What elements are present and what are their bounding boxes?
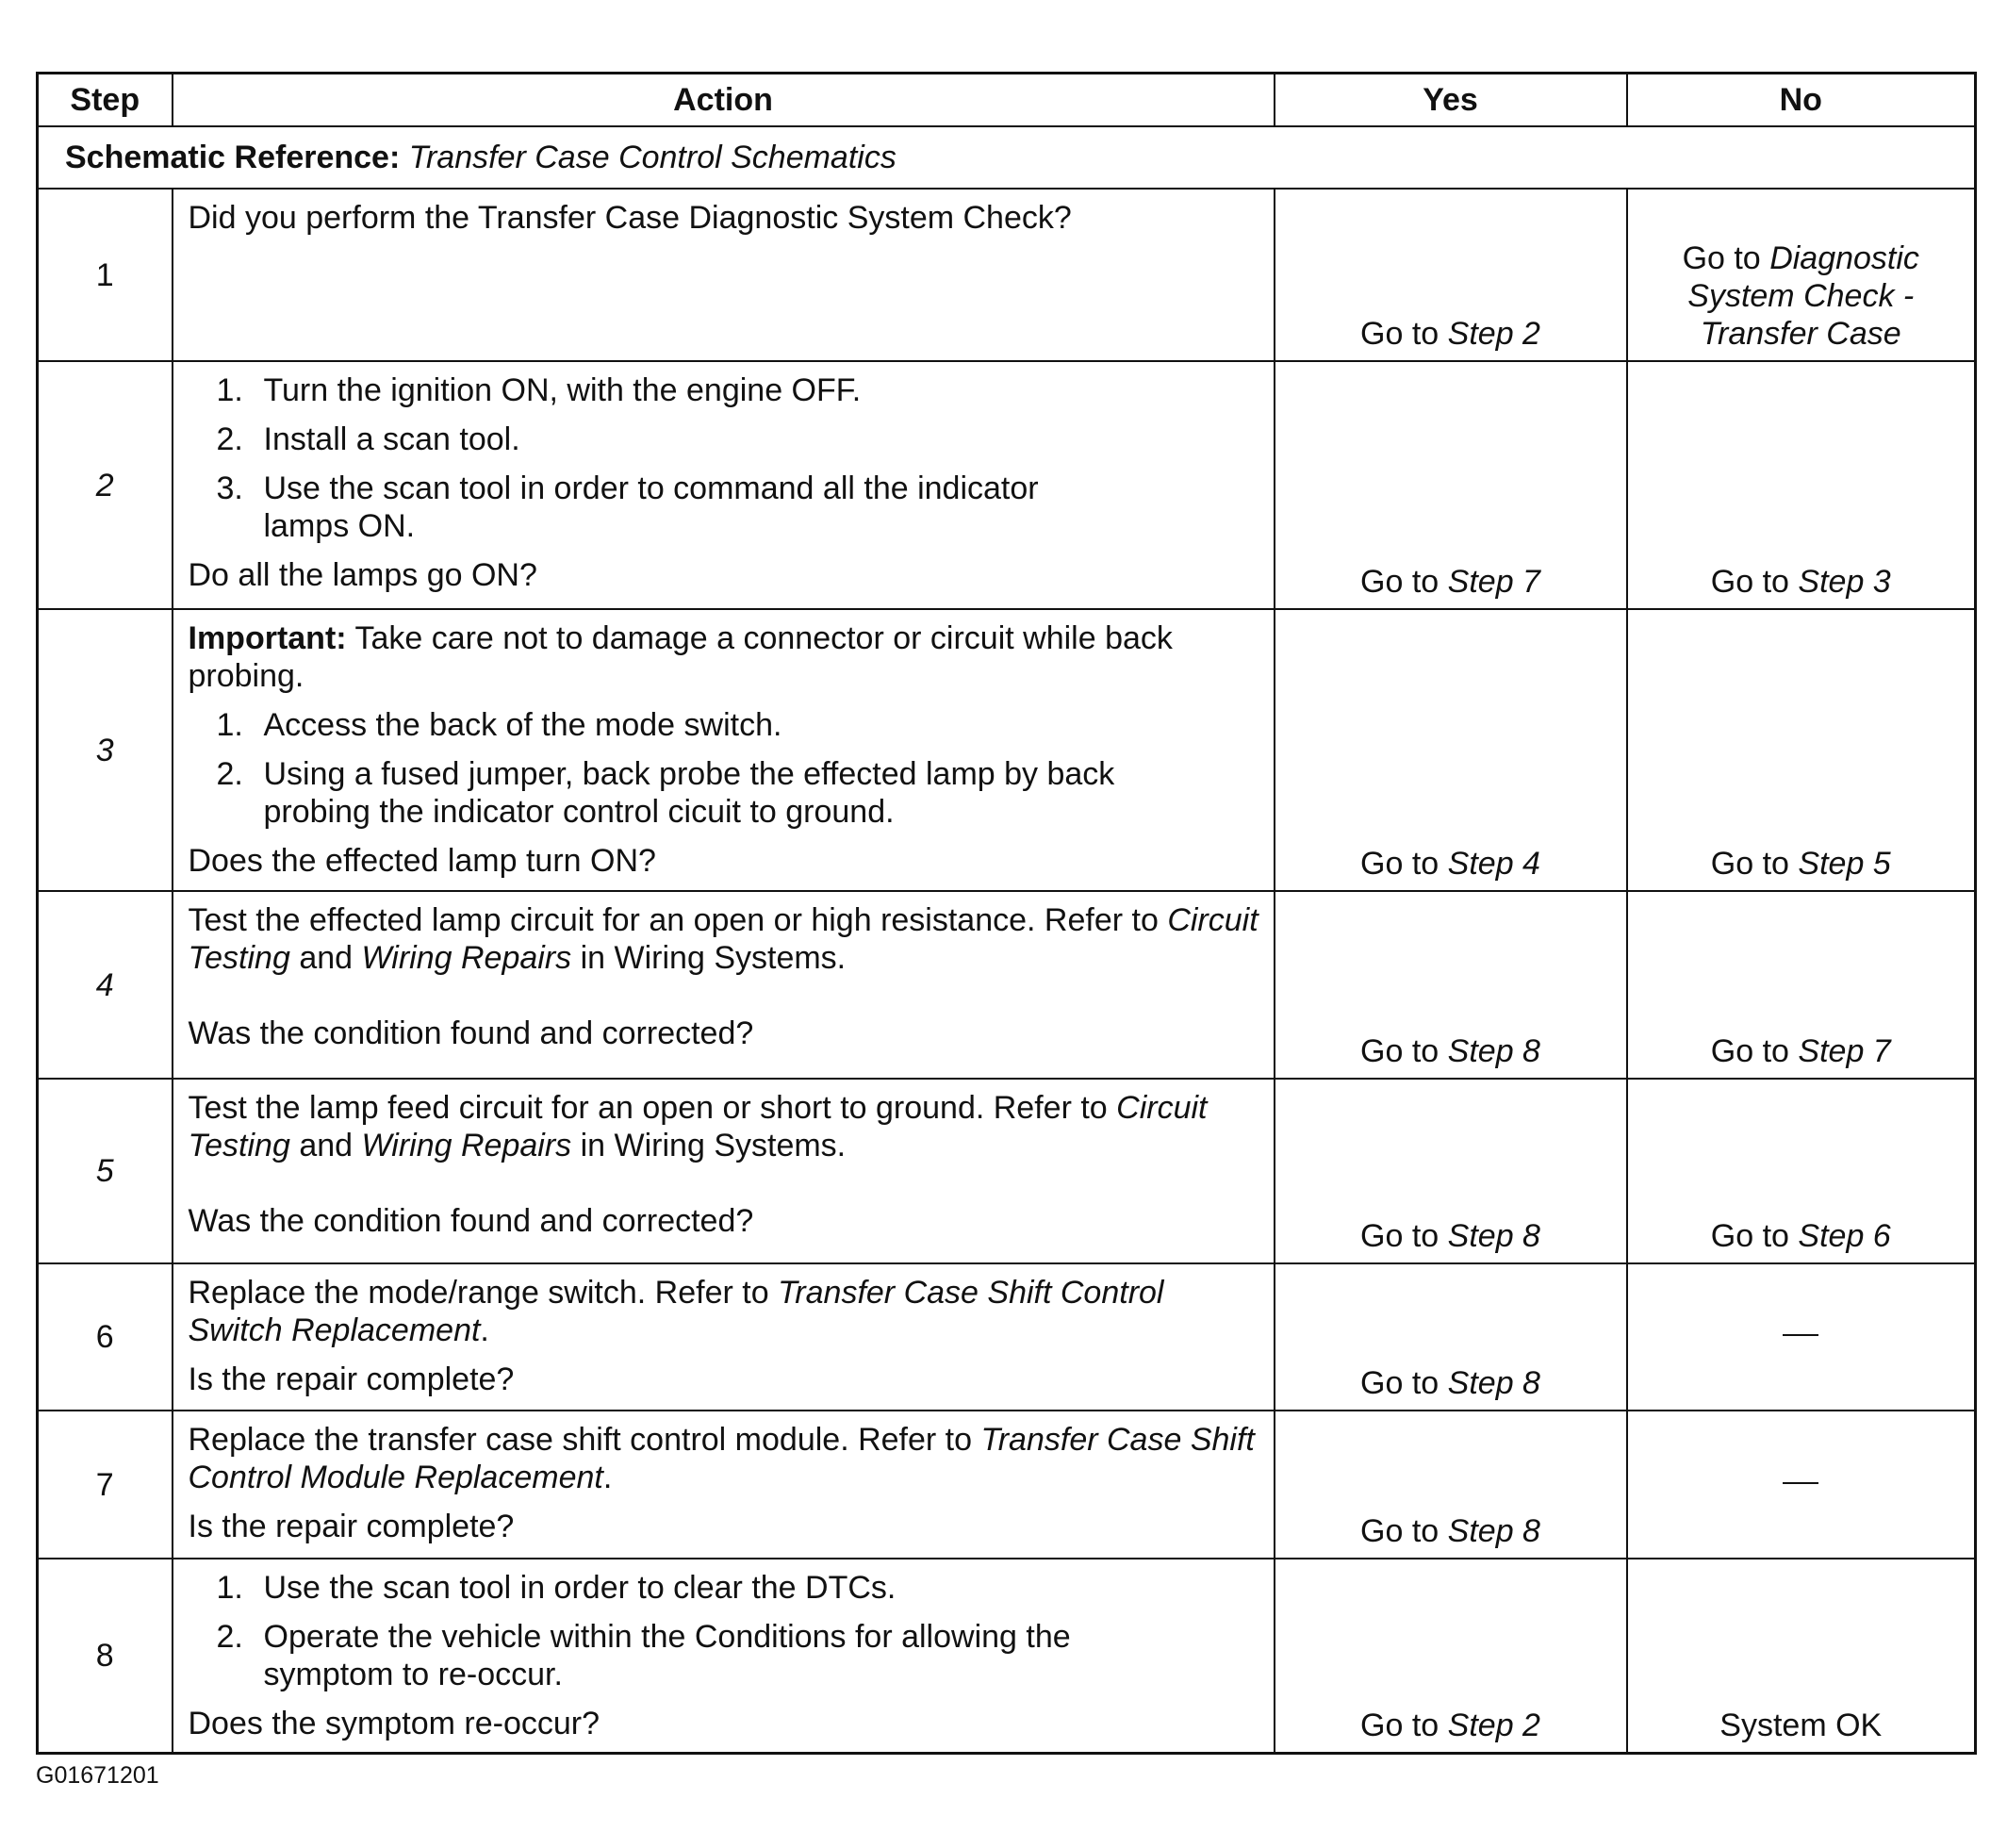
schematic-reference-label: Schematic Reference: [65, 140, 401, 175]
yes-prefix: Go to [1360, 846, 1439, 882]
yes-prefix: Go to [1360, 1708, 1439, 1743]
action-steps [189, 371, 1260, 545]
step-number: 8 [38, 1559, 173, 1754]
list-item-number: 1. [216, 1570, 243, 1606]
action-steps [189, 1569, 1260, 1693]
yes-target: Step 8 [1447, 1033, 1540, 1069]
yes-cell [1275, 609, 1627, 891]
list-item-number: 2. [216, 756, 243, 792]
step-number: 3 [38, 609, 173, 891]
no-text: System OK [1719, 1708, 1883, 1743]
step-number: 5 [38, 1079, 173, 1263]
action-text-part: . [602, 1460, 613, 1495]
action-steps [189, 706, 1260, 831]
yes-target: Step 8 [1447, 1365, 1540, 1401]
reference-link[interactable]: Circuit Testing [188, 902, 1258, 976]
no-target: Step 5 [1798, 846, 1891, 882]
action-text-part: Replace the transfer case shift control module. Refer to [188, 1422, 973, 1458]
list-item [189, 421, 1260, 458]
header-no: No [1627, 74, 1976, 127]
action-question: Was the condition found and corrected? [188, 1015, 754, 1051]
step-number: 6 [38, 1263, 173, 1411]
list-item-text: Use the scan tool in order to clear the DTCs. [263, 1570, 897, 1606]
action-cell [173, 189, 1275, 361]
action-question: Is the repair complete? [188, 1361, 515, 1397]
table-row [38, 1263, 1976, 1411]
list-item-text: Using a fused jumper, back probe the effected lamp by back probing the indicator control cicuit to ground. [263, 756, 1115, 830]
action-question: Is the repair complete? [188, 1509, 515, 1544]
schematic-reference [38, 126, 1976, 189]
important-text: Take care not to damage a connector or circuit while back probing. [188, 620, 1173, 694]
no-prefix: Go to [1710, 1218, 1789, 1254]
reference-link[interactable]: Circuit Testing [188, 1090, 1208, 1163]
yes-cell [1275, 361, 1627, 609]
action-cell [173, 1079, 1275, 1263]
step-number: 7 [38, 1411, 173, 1559]
list-item-number: 2. [216, 421, 243, 457]
yes-prefix: Go to [1360, 1365, 1439, 1401]
action-text-part: Test the lamp feed circuit for an open or short to ground. Refer to [188, 1090, 1108, 1126]
action-question: Was the condition found and corrected? [188, 1203, 754, 1239]
no-cell [1627, 891, 1976, 1079]
action-question: Does the symptom re-occur? [188, 1706, 600, 1741]
schematic-reference-row [38, 126, 1976, 189]
list-item-text: Turn the ignition ON, with the engine OFF. [263, 372, 862, 408]
list-item [189, 706, 1260, 744]
yes-prefix: Go to [1360, 1513, 1439, 1549]
no-target: Step 6 [1798, 1218, 1891, 1254]
list-item [189, 1618, 1260, 1693]
table-row [38, 891, 1976, 1079]
yes-target: Step 2 [1447, 316, 1540, 352]
table-row [38, 189, 1976, 361]
yes-prefix: Go to [1360, 1033, 1439, 1069]
table-row [38, 1411, 1976, 1559]
list-item-number: 2. [216, 1619, 243, 1655]
yes-cell [1275, 189, 1627, 361]
yes-prefix: Go to [1360, 1218, 1439, 1254]
table-row [38, 361, 1976, 609]
yes-cell [1275, 1263, 1627, 1411]
header-yes: Yes [1275, 74, 1627, 127]
yes-target: Step 8 [1447, 1513, 1540, 1549]
step-number: 2 [38, 361, 173, 609]
no-target-line1: Diagnostic [1769, 240, 1919, 276]
step-number: 4 [38, 891, 173, 1079]
action-cell [173, 1559, 1275, 1754]
no-cell [1627, 1263, 1976, 1411]
reference-link[interactable]: Transfer Case Shift Control Switch Replacement [188, 1275, 1164, 1348]
list-item-text: Access the back of the mode switch. [263, 707, 782, 743]
list-item-number: 1. [216, 707, 243, 743]
action-question: Does the effected lamp turn ON? [188, 843, 656, 879]
diagnostic-table [36, 72, 1977, 1755]
list-item-text: Install a scan tool. [263, 421, 520, 457]
action-text-part: in Wiring Systems. [580, 1128, 847, 1163]
action-text-part: Replace the mode/range switch. Refer to [188, 1275, 769, 1311]
action-text-part: . [480, 1312, 489, 1348]
action-text [189, 1274, 1260, 1349]
list-item [189, 371, 1260, 409]
table-row [38, 609, 1976, 891]
list-item [189, 755, 1260, 831]
no-target-line2: System Check - [1687, 278, 1915, 314]
step-number: 1 [38, 189, 173, 361]
header-row [38, 74, 1976, 127]
no-prefix: Go to [1682, 240, 1761, 276]
no-cell [1627, 361, 1976, 609]
no-target: Step 7 [1798, 1033, 1891, 1069]
no-target-line3: Transfer Case [1700, 316, 1901, 352]
action-cell [173, 1411, 1275, 1559]
no-prefix: Go to [1710, 1033, 1789, 1069]
no-prefix: Go to [1710, 846, 1789, 882]
action-cell [173, 891, 1275, 1079]
no-target: Step 3 [1798, 564, 1891, 600]
no-cell [1627, 1559, 1976, 1754]
action-question: Do all the lamps go ON? [188, 557, 537, 593]
table-row [38, 1559, 1976, 1754]
action-text-part: Test the effected lamp circuit for an open or high resistance. Refer to [188, 902, 1159, 938]
not-applicable-dash [1783, 1482, 1818, 1484]
header-action: Action [173, 74, 1275, 127]
important-label: Important: [188, 620, 347, 656]
action-cell [173, 1263, 1275, 1411]
yes-prefix: Go to [1360, 316, 1439, 352]
action-text [189, 901, 1260, 977]
action-text-part: and [299, 940, 354, 976]
yes-cell [1275, 1411, 1627, 1559]
yes-cell [1275, 1079, 1627, 1263]
yes-prefix: Go to [1360, 564, 1439, 600]
yes-cell [1275, 1559, 1627, 1754]
action-text [189, 1089, 1260, 1164]
action-text-part: and [299, 1128, 354, 1163]
list-item-number: 3. [216, 470, 243, 506]
action-text [189, 1421, 1260, 1496]
reference-link[interactable]: Transfer Case Shift Control Module Replacement [188, 1422, 1255, 1495]
list-item [189, 470, 1260, 545]
table-row [38, 1079, 1976, 1263]
list-item-text: Operate the vehicle within the Conditions for allowing the symptom to re-occur. [263, 1619, 1071, 1692]
header-step: Step [38, 74, 173, 127]
action-question: Did you perform the Transfer Case Diagnostic System Check? [188, 200, 1072, 236]
not-applicable-dash [1783, 1334, 1818, 1336]
no-cell [1627, 189, 1976, 361]
schematic-reference-value: Transfer Case Control Schematics [408, 140, 897, 175]
figure-id: G01671201 [36, 1762, 159, 1789]
list-item-text: Use the scan tool in order to command all the indicator lamps ON. [263, 470, 1039, 544]
list-item-number: 1. [216, 372, 243, 408]
list-item [189, 1569, 1260, 1607]
reference-link[interactable]: Wiring Repairs [361, 1128, 572, 1163]
yes-target: Step 8 [1447, 1218, 1540, 1254]
yes-target: Step 7 [1447, 564, 1540, 600]
reference-link[interactable]: Wiring Repairs [361, 940, 572, 976]
no-cell [1627, 1411, 1976, 1559]
important-note [189, 619, 1260, 695]
action-cell [173, 361, 1275, 609]
action-cell [173, 609, 1275, 891]
yes-cell [1275, 891, 1627, 1079]
yes-target: Step 4 [1447, 846, 1540, 882]
no-cell [1627, 609, 1976, 891]
no-cell [1627, 1079, 1976, 1263]
no-prefix: Go to [1710, 564, 1789, 600]
action-text-part: in Wiring Systems. [580, 940, 847, 976]
yes-target: Step 2 [1447, 1708, 1540, 1743]
